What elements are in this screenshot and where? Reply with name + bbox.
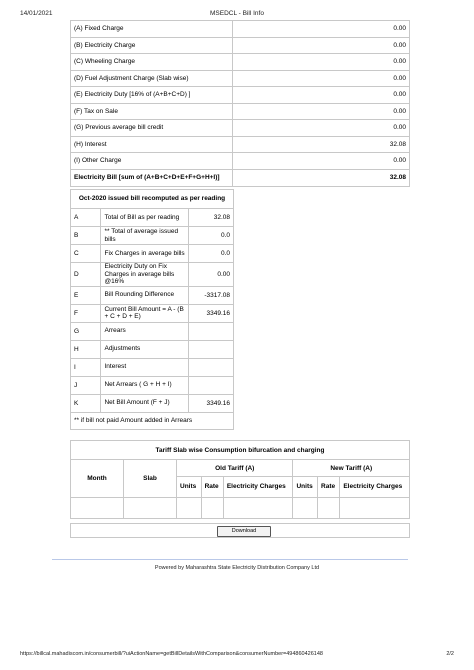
- charge-value: 0.00: [233, 37, 410, 54]
- row-value: [188, 376, 233, 394]
- row-value: 3349.16: [188, 304, 233, 322]
- old-charges-header: Electricity Charges: [223, 477, 293, 498]
- total-value: 32.08: [233, 169, 410, 186]
- row-key: B: [71, 227, 101, 245]
- charge-label: (D) Fuel Adjustment Charge (Slab wise): [71, 70, 233, 87]
- row-description: Fix Charges in average bills: [101, 245, 188, 263]
- charge-label: (C) Wheeling Charge: [71, 54, 233, 71]
- row-value: -3317.08: [188, 286, 233, 304]
- charge-label: (G) Previous average bill credit: [71, 120, 233, 137]
- charge-row: [71, 70, 410, 87]
- row-value: [188, 322, 233, 340]
- recomputed-row: [71, 245, 234, 263]
- recomputed-note: ** if bill not paid Amount added in Arrears: [71, 412, 234, 429]
- charge-label: (H) Interest: [71, 136, 233, 153]
- row-value: 0.0: [188, 245, 233, 263]
- charge-value: 0.00: [233, 21, 410, 38]
- row-key: D: [71, 263, 101, 287]
- recomputed-title: Oct-2020 issued bill recomputed as per reading: [71, 190, 234, 209]
- tariff-cell: [318, 498, 340, 519]
- row-value: 0.0: [188, 227, 233, 245]
- recomputed-row: [71, 340, 234, 358]
- charge-row: [71, 120, 410, 137]
- charges-table: [70, 20, 410, 187]
- charge-value: 0.00: [233, 120, 410, 137]
- recomputed-row: [71, 304, 234, 322]
- row-key: I: [71, 358, 101, 376]
- row-key: H: [71, 340, 101, 358]
- tariff-cell: [223, 498, 293, 519]
- divider: [52, 559, 408, 560]
- row-value: 3349.16: [188, 394, 233, 412]
- recomputed-row: [71, 376, 234, 394]
- charge-value: 0.00: [233, 54, 410, 71]
- tariff-cell: [124, 498, 177, 519]
- new-units-header: Units: [293, 477, 318, 498]
- charge-row: [71, 37, 410, 54]
- row-key: E: [71, 286, 101, 304]
- charge-label: (I) Other Charge: [71, 153, 233, 170]
- footer-url[interactable]: https://billcal.mahadiscom.in/consumerbill/?uiActionName=getBillDetailsWithComparison&consumerNumber=494860426148: [20, 651, 323, 657]
- tariff-slab-table: [70, 440, 410, 519]
- total-label: Electricity Bill [sum of (A+B+C+D+E+F+G+H+I)]: [71, 169, 233, 186]
- tariff-title: Tariff Slab wise Consumption bifurcation and charging: [71, 441, 410, 460]
- print-date: 14/01/2021: [20, 10, 53, 17]
- row-description: Electricity Duty on Fix Charges in average bills @16%: [101, 263, 188, 287]
- tariff-cell: [201, 498, 223, 519]
- row-value: 32.08: [188, 209, 233, 227]
- row-description: Current Bill Amount = A - (B + C + D + E): [101, 304, 188, 322]
- recomputed-row: [71, 263, 234, 287]
- row-description: Total of Bill as per reading: [101, 209, 188, 227]
- charge-value: 0.00: [233, 87, 410, 104]
- recomputed-row: [71, 209, 234, 227]
- col-month: Month: [71, 460, 124, 498]
- charges-total-row: [71, 169, 410, 186]
- row-description: Interest: [101, 358, 188, 376]
- old-rate-header: Rate: [201, 477, 223, 498]
- tariff-cell: [293, 498, 318, 519]
- tariff-cell: [340, 498, 410, 519]
- page-title: MSEDCL - Bill Info: [210, 10, 264, 17]
- charge-value: 0.00: [233, 70, 410, 87]
- charge-row: [71, 87, 410, 104]
- charge-value: 0.00: [233, 103, 410, 120]
- charge-value: 0.00: [233, 153, 410, 170]
- charge-label: (E) Electricity Duty [16% of (A+B+C+D) ]: [71, 87, 233, 104]
- row-key: F: [71, 304, 101, 322]
- charge-row: [71, 103, 410, 120]
- recomputed-row: [71, 358, 234, 376]
- charge-label: (F) Tax on Sale: [71, 103, 233, 120]
- col-slab: Slab: [124, 460, 177, 498]
- row-key: G: [71, 322, 101, 340]
- new-tariff-header: New Tariff (A): [293, 460, 410, 477]
- charge-row: [71, 153, 410, 170]
- tariff-cell: [177, 498, 202, 519]
- charge-label: (B) Electricity Charge: [71, 37, 233, 54]
- page-number: 2/2: [446, 651, 454, 657]
- row-value: 0.00: [188, 263, 233, 287]
- tariff-cell: [71, 498, 124, 519]
- old-tariff-header: Old Tariff (A): [177, 460, 293, 477]
- row-description: Adjustments: [101, 340, 188, 358]
- old-units-header: Units: [177, 477, 202, 498]
- row-description: Net Bill Amount (F + J): [101, 394, 188, 412]
- recomputed-row: [71, 322, 234, 340]
- recomputed-row: [71, 227, 234, 245]
- charge-row: [71, 21, 410, 38]
- row-description: Net Arrears ( G + H + I): [101, 376, 188, 394]
- charge-row: [71, 136, 410, 153]
- row-key: C: [71, 245, 101, 263]
- new-rate-header: Rate: [318, 477, 340, 498]
- row-key: J: [71, 376, 101, 394]
- charge-row: [71, 54, 410, 71]
- row-value: [188, 340, 233, 358]
- download-button[interactable]: Download: [217, 526, 271, 537]
- row-value: [188, 358, 233, 376]
- recomputed-bill-table: [70, 189, 234, 430]
- row-key: K: [71, 394, 101, 412]
- row-key: A: [71, 209, 101, 227]
- row-description: Arrears: [101, 322, 188, 340]
- recomputed-row: [71, 394, 234, 412]
- row-description: ** Total of average issued bills: [101, 227, 188, 245]
- recomputed-row: [71, 286, 234, 304]
- download-bar: [70, 523, 410, 538]
- row-description: Bill Rounding Difference: [101, 286, 188, 304]
- new-charges-header: Electricity Charges: [340, 477, 410, 498]
- charge-label: (A) Fixed Charge: [71, 21, 233, 38]
- charge-value: 32.08: [233, 136, 410, 153]
- powered-by: Powered by Maharashtra State Electricity Distribution Company Ltd: [154, 565, 320, 571]
